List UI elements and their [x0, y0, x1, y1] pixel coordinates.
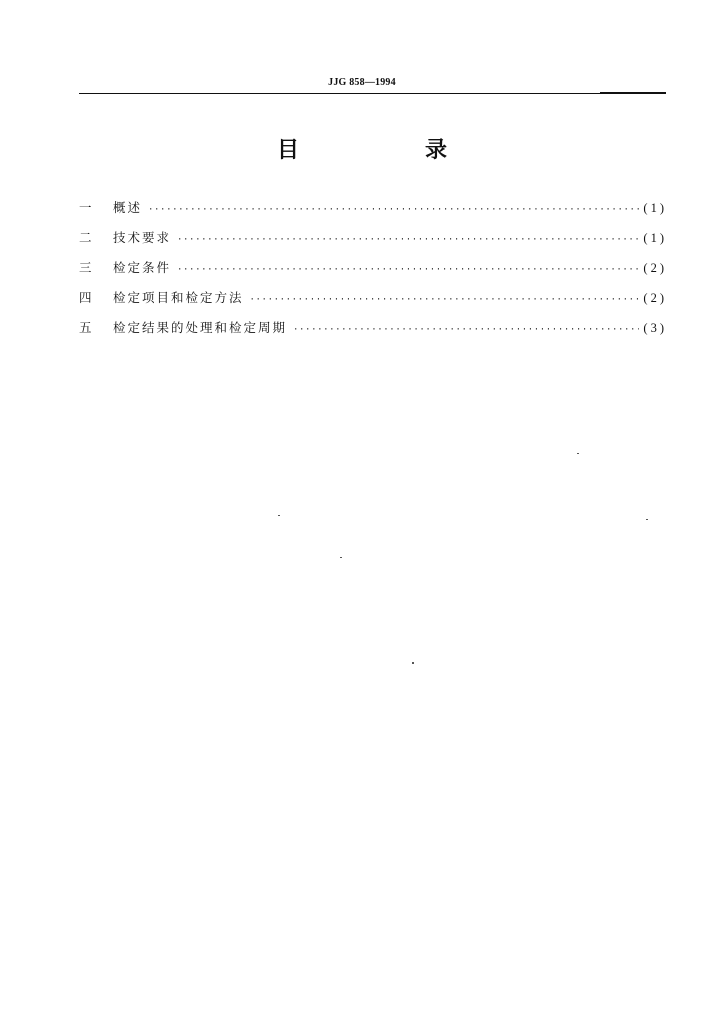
toc-entry[interactable]	[79, 318, 667, 348]
scan-speck	[646, 519, 648, 520]
toc-dot-leader	[250, 295, 640, 305]
toc-dot-leader	[148, 205, 639, 215]
toc-entry-number: 五	[79, 320, 92, 335]
toc-entry-page: (1)	[643, 231, 667, 245]
toc-entry-label: 检定结果的处理和检定周期	[113, 320, 288, 335]
toc-entry-number: 一	[79, 200, 92, 215]
toc-entry-label: 检定条件	[113, 260, 172, 275]
table-of-contents	[79, 198, 667, 348]
toc-entry-label: 概述	[113, 200, 143, 215]
toc-entry-label: 技术要求	[113, 230, 172, 245]
scan-speck	[577, 453, 579, 454]
toc-entry-label: 检定项目和检定方法	[113, 290, 244, 305]
header-rule	[79, 93, 666, 94]
toc-entry[interactable]	[79, 288, 667, 318]
toc-entry-page: (2)	[643, 291, 667, 305]
scan-speck	[412, 662, 414, 664]
toc-entry[interactable]	[79, 198, 667, 228]
toc-entry-page: (3)	[643, 321, 667, 335]
toc-entry-number: 二	[79, 230, 92, 245]
toc-entry-number: 四	[79, 290, 92, 305]
toc-dot-leader	[293, 325, 639, 335]
toc-dot-leader	[177, 265, 639, 275]
toc-entry-number: 三	[79, 260, 92, 275]
scan-speck	[278, 515, 280, 516]
page-title: 目 录	[276, 138, 499, 163]
toc-entry[interactable]	[79, 258, 667, 288]
header-rule-accent	[600, 92, 666, 94]
scan-speck	[340, 557, 342, 558]
toc-dot-leader	[177, 235, 639, 245]
toc-entry-page: (2)	[643, 261, 667, 275]
standard-code: JJG 858—1994	[328, 77, 396, 88]
toc-entry[interactable]	[79, 228, 667, 258]
toc-entry-page: (1)	[643, 201, 667, 215]
